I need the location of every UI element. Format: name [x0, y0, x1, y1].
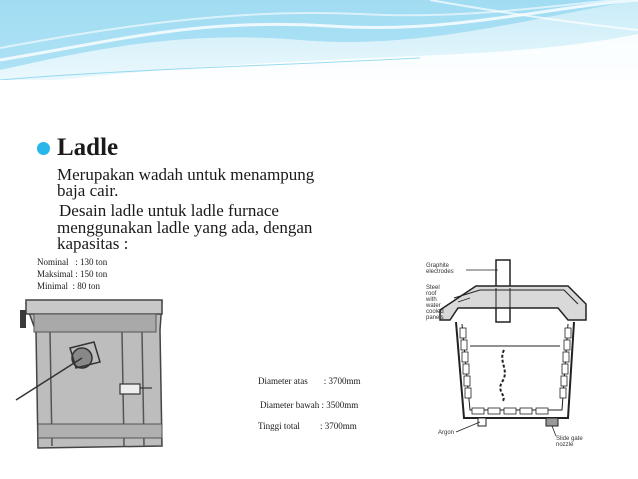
header-wave-banner — [0, 0, 638, 80]
dimension-row — [260, 400, 358, 410]
capacity-value: : 80 ton — [72, 281, 101, 291]
paragraph-1-line-1: Merupakan wadah untuk menampung — [57, 165, 315, 184]
dimension-value: : 3700mm — [323, 376, 361, 386]
dimension-value: : 3700mm — [319, 421, 357, 431]
ladle-furnace-diagram — [418, 250, 608, 450]
refractory-bricks — [460, 328, 571, 414]
capacity-value: : 150 ton — [75, 269, 108, 279]
dimension-label: Diameter atas — [258, 376, 308, 386]
capacity-label: Nominal — [37, 257, 69, 267]
dimension-value: : 3500mm — [321, 400, 359, 410]
capacity-row — [37, 280, 107, 292]
paragraph-1-line-2: baja cair. — [57, 181, 119, 200]
bullet-icon — [37, 142, 50, 155]
dimension-label: Diameter bawah — [260, 400, 320, 410]
dimension-row — [258, 421, 357, 431]
diagram-label-argon: Argon — [438, 430, 455, 436]
capacity-label: Maksimal — [37, 269, 73, 279]
dimension-label: Tinggi total — [258, 421, 300, 431]
paragraph-2-line-3: kapasitas : — [57, 234, 129, 253]
capacity-list — [37, 256, 107, 292]
diagram-label-steel-roof: Steel roof with water cooled panels — [426, 285, 444, 321]
dimension-row — [258, 376, 361, 386]
slide-heading: Ladle — [57, 134, 119, 161]
diagram-label-slide-gate-nozzle: Slide gate nozzle — [556, 436, 583, 448]
diagram-label-graphite-electrodes: Graphite electrodes — [426, 263, 454, 275]
paragraph-2-line-1: Desain ladle untuk ladle furnace — [59, 201, 279, 220]
ladle-photo — [12, 296, 192, 456]
capacity-row — [37, 268, 107, 280]
capacity-row — [37, 256, 107, 268]
capacity-value: : 130 ton — [75, 257, 108, 267]
paragraph-2-line-2: menggunakan ladle yang ada, dengan — [57, 218, 313, 237]
capacity-label: Minimal — [37, 281, 68, 291]
